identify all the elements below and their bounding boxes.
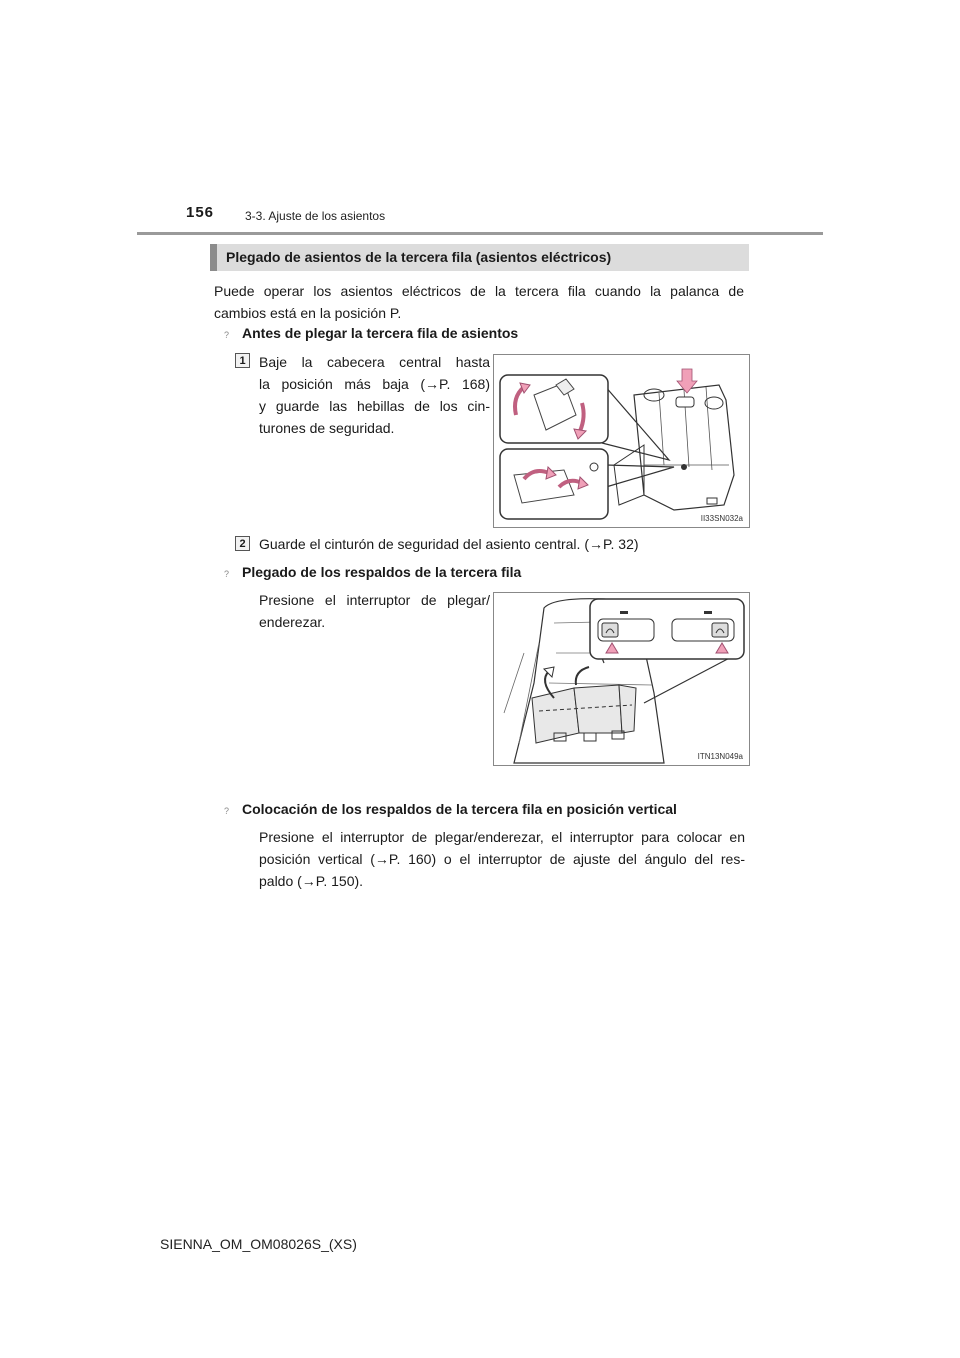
bullet-icon: ? xyxy=(224,569,230,579)
topic-banner xyxy=(210,244,749,271)
subsection-title: Antes de plegar la tercera fila de asientos xyxy=(242,325,519,341)
text-line: paldo (→P. 150). xyxy=(259,873,364,889)
seat-drawing xyxy=(494,355,749,527)
step-line: turones de seguridad. xyxy=(259,420,395,436)
header-rule xyxy=(137,232,823,235)
text-line: posición vertical (→P. 160) o el interruptor de ajuste del ángulo del res- xyxy=(259,851,745,867)
seat-illustration xyxy=(493,354,750,528)
intro-line: cambios está en la posición P. xyxy=(214,305,402,321)
step-1-text xyxy=(259,351,490,439)
section-2-text xyxy=(259,589,490,633)
section-3-text xyxy=(259,826,745,892)
step-number-2: 2 xyxy=(235,536,250,551)
text-line: Presione el interruptor de plegar/enderezar, el interruptor para colocar en xyxy=(259,829,745,845)
step-line: Baje la cabecera central hasta xyxy=(259,354,490,370)
text-line: Presione el interruptor de plegar/ xyxy=(259,592,490,608)
document-code: SIENNA_OM_OM08026S_(XS) xyxy=(160,1236,357,1252)
topic-banner-title: Plegado de asientos de la tercera fila (asientos eléctricos) xyxy=(226,249,612,265)
text-line: enderezar. xyxy=(259,614,326,630)
cargo-drawing xyxy=(494,593,749,765)
intro-paragraph xyxy=(214,280,744,324)
page-number: 156 xyxy=(186,204,215,221)
cargo-illustration xyxy=(493,592,750,766)
figure-code: ITN13N049a xyxy=(697,752,743,761)
step-line: y guarde las hebillas de los cin- xyxy=(259,398,490,414)
intro-line: Puede operar los asientos eléctricos de la tercera fila cuando la palanca de xyxy=(214,283,744,299)
step-2-text: Guarde el cinturón de seguridad del asiento central. (→P. 32) xyxy=(259,536,639,552)
step-line: la posición más baja (→P. 168) xyxy=(259,376,490,392)
bullet-icon: ? xyxy=(224,806,230,816)
subsection-title: Colocación de los respaldos de la tercera fila en posición vertical xyxy=(242,801,677,817)
section-title: 3-3. Ajuste de los asientos xyxy=(245,209,386,223)
figure-code: II33SN032a xyxy=(700,514,743,523)
subsection-title: Plegado de los respaldos de la tercera fila xyxy=(242,564,522,580)
bullet-icon: ? xyxy=(224,330,230,340)
step-number-1: 1 xyxy=(235,353,250,368)
